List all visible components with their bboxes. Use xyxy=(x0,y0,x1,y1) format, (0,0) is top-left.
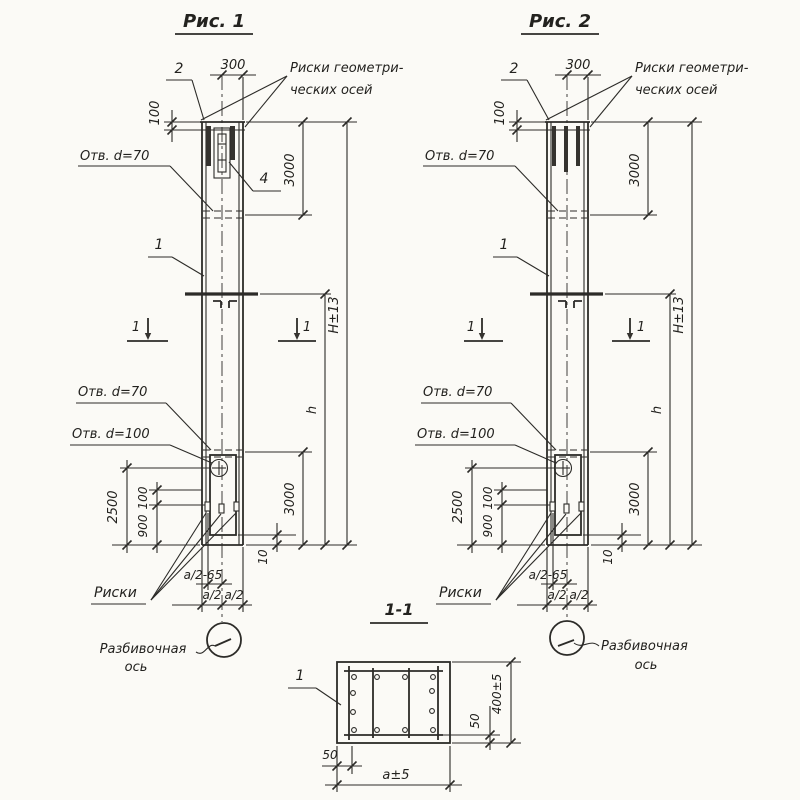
fig1-dim-3000-bot: 3000 xyxy=(283,482,298,516)
fig2-dim-h: h xyxy=(650,405,665,415)
fig1-dim-H: H±13 xyxy=(327,296,342,334)
fig2-hole-d70-top xyxy=(548,211,587,218)
fig2-dim-300: 300 xyxy=(565,58,591,73)
figure-2 xyxy=(415,11,749,673)
section-title xyxy=(370,600,428,623)
fig1-item-1-label: 1 xyxy=(154,237,164,253)
fig2-axis-label-line1: Разбивочная xyxy=(601,639,688,654)
fig2-dim-100-cap: 100 xyxy=(493,100,508,126)
fig2-dim-2500: 2500 xyxy=(451,490,466,524)
fig1-axes-note-line1: Риски геометри- xyxy=(290,61,404,76)
fig1-title-text: Рис. 1 xyxy=(182,11,246,32)
fig2-axes-note-line2: ческих осей xyxy=(635,83,718,98)
fig2-hole-d100 xyxy=(555,460,572,477)
fig2-dimension-labels xyxy=(451,58,687,602)
fig2-risk-marks xyxy=(550,502,584,513)
fig1-section-cut-marks xyxy=(127,318,316,341)
fig2-axis-marker xyxy=(550,621,688,673)
section-title-text: 1-1 xyxy=(384,600,414,619)
fig1-dim-a2-left: a/2 xyxy=(202,588,222,602)
fig1-section-mark-right: 1 xyxy=(302,320,312,335)
fig2-dim-900: 900 xyxy=(481,514,495,538)
fig1-dim-100-cap: 100 xyxy=(148,100,163,126)
section-dim-50-right: 50 xyxy=(468,713,482,729)
section-item-1-label: 1 xyxy=(295,668,305,684)
section-callout xyxy=(288,668,341,705)
figure-1 xyxy=(70,11,404,675)
fig2-top-rebar-detail xyxy=(552,126,580,172)
fig1-item-2-label: 2 xyxy=(174,61,184,77)
fig1-hole100-label: Отв. d=100 xyxy=(72,427,150,442)
fig1-dim-a2-65: a/2-65 xyxy=(183,568,223,582)
fig1-axis-label-line1: Разбивочная xyxy=(99,642,187,657)
fig2-dim-10: 10 xyxy=(601,549,615,565)
fig2-section-cut-marks xyxy=(464,318,650,341)
fig1-axes-note-line2: ческих осей xyxy=(290,83,373,98)
fig2-section-mark-right: 1 xyxy=(636,320,646,335)
fig2-axis-label-line2: ось xyxy=(634,658,658,673)
fig1-dim-900: 900 xyxy=(136,514,150,538)
fig1-dim-100: 100 xyxy=(136,486,150,510)
fig1-top-embed-detail xyxy=(206,126,235,178)
fig1-hole-d100 xyxy=(211,460,228,477)
fig2-section-mark-left: 1 xyxy=(466,320,476,335)
fig2-hole70-bottom-label: Отв. d=70 xyxy=(423,385,493,400)
fig1-dim-300: 300 xyxy=(220,58,246,73)
fig1-dim-10: 10 xyxy=(256,549,270,565)
fig2-title-text: Рис. 2 xyxy=(528,11,592,32)
fig2-dim-100: 100 xyxy=(481,486,495,510)
fig1-hole70-bottom-label: Отв. d=70 xyxy=(78,385,148,400)
fig2-dim-a2-left: a/2 xyxy=(547,588,567,602)
fig1-dim-h: h xyxy=(305,405,320,415)
fig2-item-2-label: 2 xyxy=(509,61,519,77)
fig1-hole-d70-top xyxy=(203,211,242,218)
fig2-ground-plate xyxy=(530,294,603,308)
fig1-title xyxy=(175,11,253,34)
fig1-dim-2500: 2500 xyxy=(106,490,121,524)
fig1-axis-label-line2: ось xyxy=(124,660,148,675)
section-dim-a: a±5 xyxy=(382,768,410,783)
fig2-risks-label: Риски xyxy=(439,585,482,601)
fig1-risks-label: Риски xyxy=(94,585,137,601)
fig1-axis-marker xyxy=(100,623,241,675)
section-dim-50-bottom: 50 xyxy=(322,748,338,762)
fig1-dim-3000-top: 3000 xyxy=(283,153,298,187)
section-dim-400: 400±5 xyxy=(490,673,504,715)
fig1-risk-marks xyxy=(205,502,239,513)
fig1-dim-a2-right: a/2 xyxy=(224,588,244,602)
fig2-item-1-label: 1 xyxy=(499,237,509,253)
fig2-hole70-top-label: Отв. d=70 xyxy=(425,149,495,164)
fig2-dim-a2-65: a/2-65 xyxy=(528,568,568,582)
fig1-section-mark-left: 1 xyxy=(131,320,141,335)
fig2-hole100-label: Отв. d=100 xyxy=(417,427,495,442)
fig1-hole70-top-label: Отв. d=70 xyxy=(80,149,150,164)
fig2-title xyxy=(521,11,599,34)
fig2-dim-3000-bot: 3000 xyxy=(628,482,643,516)
fig1-ground-plate xyxy=(185,294,258,308)
fig2-axes-note-line1: Риски геометри- xyxy=(635,61,749,76)
fig1-item-4-label: 4 xyxy=(259,171,269,187)
section-rebar-cage xyxy=(344,666,443,740)
section-1-1 xyxy=(288,600,521,792)
fig2-dim-3000-top: 3000 xyxy=(628,153,643,187)
fig2-dim-a2-right: a/2 xyxy=(569,588,589,602)
fig2-dim-H: H±13 xyxy=(672,296,687,334)
